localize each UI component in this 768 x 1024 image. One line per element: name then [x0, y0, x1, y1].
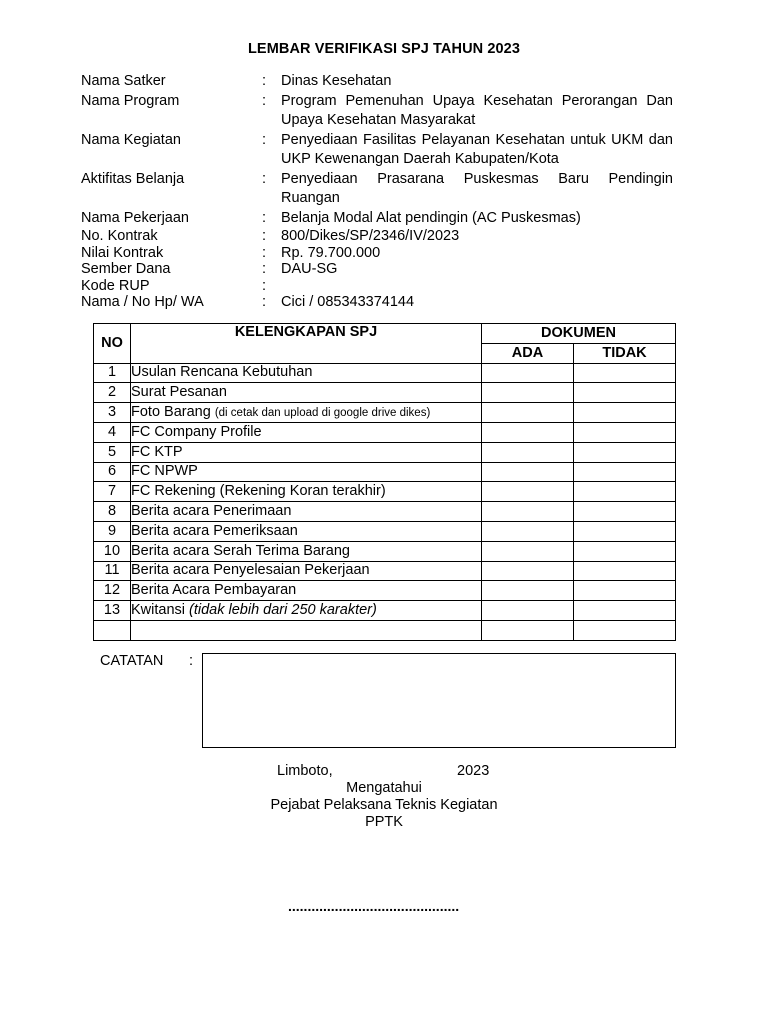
ada-cell[interactable]: [482, 521, 574, 541]
row-item: [131, 581, 482, 601]
info-row: [81, 209, 673, 229]
table-row: [94, 422, 676, 442]
signature-position: Pejabat Pelaksana Teknis Kegiatan: [270, 797, 498, 813]
ada-cell[interactable]: [482, 482, 574, 502]
tidak-cell[interactable]: [574, 363, 676, 383]
row-item: [131, 502, 482, 522]
row-item: [131, 561, 482, 581]
row-item: [131, 620, 482, 640]
document-title: LEMBAR VERIFIKASI SPJ TAHUN 2023: [247, 41, 521, 57]
header-ada: ADA: [482, 343, 574, 363]
ada-cell[interactable]: [482, 502, 574, 522]
tidak-cell[interactable]: [574, 601, 676, 621]
row-number: 6: [94, 462, 131, 482]
info-value: Rp. 79.700.000: [281, 244, 381, 261]
signature-acknowledge: Mengatahui: [346, 780, 422, 796]
row-item: [131, 541, 482, 561]
row-item-label: Foto Barang: [131, 403, 215, 420]
row-number: 5: [94, 442, 131, 462]
tidak-cell[interactable]: [574, 521, 676, 541]
header-tidak: TIDAK: [574, 343, 676, 363]
info-value: Dinas Kesehatan: [281, 73, 392, 89]
catatan-colon: :: [189, 653, 194, 669]
info-colon: :: [262, 277, 267, 294]
info-value: 800/Dikes/SP/2346/IV/2023: [281, 228, 460, 244]
row-item-label: Kwitansi: [131, 602, 190, 619]
tidak-cell[interactable]: [574, 541, 676, 561]
table-row: [94, 442, 676, 462]
row-item-label: FC KTP: [131, 443, 183, 460]
info-colon: :: [262, 131, 267, 148]
row-item-label: FC Rekening (Rekening Koran terakhir): [131, 483, 386, 500]
row-number: 9: [94, 521, 131, 541]
info-label: Nama Kegiatan: [81, 131, 181, 148]
info-label: Nama / No Hp/ WA: [81, 294, 204, 310]
info-label: Nama Pekerjaan: [81, 209, 189, 226]
signature-role: PPTK: [365, 814, 403, 830]
info-value: Penyediaan Prasarana Puskesmas Baru Pendingin Ruangan: [281, 170, 673, 206]
tidak-cell[interactable]: [574, 581, 676, 601]
row-item: [131, 521, 482, 541]
table-row: [94, 561, 676, 581]
table-row: [94, 620, 676, 640]
row-item-label: Usulan Rencana Kebutuhan: [131, 364, 313, 381]
row-number: 1: [94, 363, 131, 383]
info-colon: :: [262, 261, 267, 277]
tidak-cell[interactable]: [574, 462, 676, 482]
row-item-note: (di cetak dan upload di google drive dikes): [214, 406, 431, 419]
row-number: 3: [94, 403, 131, 423]
info-label: Nilai Kontrak: [81, 244, 164, 261]
row-number: 8: [94, 502, 131, 522]
catatan-box[interactable]: [202, 653, 676, 748]
ada-cell[interactable]: [482, 620, 574, 640]
row-item: [131, 442, 482, 462]
row-number: 4: [94, 422, 131, 442]
table-row: [94, 541, 676, 561]
ada-cell[interactable]: [482, 462, 574, 482]
signature-year: 2023: [457, 763, 490, 779]
signature-place: Limboto,: [277, 763, 333, 779]
ada-cell[interactable]: [482, 422, 574, 442]
info-label: No. Kontrak: [81, 228, 158, 244]
row-number: [94, 620, 131, 640]
table-row: [94, 403, 676, 423]
row-item-note: (tidak lebih dari 250 karakter): [189, 602, 377, 619]
row-number: 11: [94, 561, 131, 581]
info-value: [281, 278, 673, 295]
info-row: [81, 72, 673, 92]
row-item: [131, 482, 482, 502]
info-colon: :: [262, 92, 267, 109]
table-row: [94, 502, 676, 522]
header-no: NO: [94, 324, 131, 364]
row-item: [131, 403, 482, 423]
tidak-cell[interactable]: [574, 442, 676, 462]
ada-cell[interactable]: [482, 561, 574, 581]
table-row: [94, 363, 676, 383]
info-row: [81, 245, 673, 262]
row-item-label: Surat Pesanan: [131, 384, 227, 401]
info-colon: :: [262, 209, 267, 226]
info-row: [81, 294, 673, 311]
info-row: [81, 228, 673, 245]
table-row: [94, 462, 676, 482]
info-row: [81, 131, 673, 170]
info-value: DAU-SG: [281, 261, 338, 277]
ada-cell[interactable]: [482, 403, 574, 423]
tidak-cell[interactable]: [574, 620, 676, 640]
row-item-label: Berita Acara Pembayaran: [131, 582, 297, 599]
tidak-cell[interactable]: [574, 502, 676, 522]
info-label: Aktifitas Belanja: [81, 170, 185, 187]
table-row: [94, 601, 676, 621]
row-number: 2: [94, 383, 131, 403]
row-item: [131, 462, 482, 482]
ada-cell[interactable]: [482, 442, 574, 462]
ada-cell[interactable]: [482, 541, 574, 561]
tidak-cell[interactable]: [574, 482, 676, 502]
row-item-label: FC NPWP: [131, 463, 198, 480]
info-row: [81, 261, 673, 278]
info-section: [81, 72, 673, 311]
table-row: [94, 521, 676, 541]
ada-cell[interactable]: [482, 383, 574, 403]
info-value: Program Pemenuhan Upaya Kesehatan Perorangan Dan Upaya Kesehatan Masyarakat: [281, 92, 673, 128]
info-label: Nama Satker: [81, 73, 166, 89]
tidak-cell[interactable]: [574, 422, 676, 442]
info-label: Kode RUP: [81, 277, 150, 294]
info-label: Nama Program: [81, 92, 180, 109]
info-row: [81, 92, 673, 131]
tidak-cell[interactable]: [574, 403, 676, 423]
row-item-label: Berita acara Serah Terima Barang: [131, 542, 350, 559]
info-value: Belanja Modal Alat pendingin (AC Puskesmas): [281, 209, 581, 226]
row-item: [131, 601, 482, 621]
row-number: 10: [94, 541, 131, 561]
signature-line: ............................................: [288, 898, 460, 914]
table-row: [94, 482, 676, 502]
row-item-label: Berita acara Pemeriksaan: [131, 522, 298, 539]
tidak-cell[interactable]: [574, 383, 676, 403]
row-item: [131, 422, 482, 442]
info-colon: :: [262, 244, 267, 261]
row-item: [131, 383, 482, 403]
info-label: Sember Dana: [81, 261, 171, 277]
info-colon: :: [262, 170, 267, 187]
row-item-label: FC Company Profile: [131, 423, 262, 440]
table-row: [94, 581, 676, 601]
header-kelengkapan: KELENGKAPAN SPJ: [131, 324, 482, 364]
ada-cell[interactable]: [482, 601, 574, 621]
spj-checklist-table: [93, 323, 676, 641]
row-item: [131, 363, 482, 383]
info-value: Cici / 085343374144: [281, 294, 415, 310]
ada-cell[interactable]: [482, 581, 574, 601]
row-number: 12: [94, 581, 131, 601]
row-number: 7: [94, 482, 131, 502]
header-dokumen: DOKUMEN: [482, 324, 676, 344]
info-colon: :: [262, 228, 267, 244]
row-number: 13: [94, 601, 131, 621]
catatan-label: CATATAN: [100, 653, 164, 669]
tidak-cell[interactable]: [574, 561, 676, 581]
info-row: [81, 278, 673, 295]
info-row: [81, 170, 673, 209]
row-item-label: Berita acara Penyelesaian Pekerjaan: [131, 562, 370, 579]
info-colon: :: [262, 294, 267, 310]
info-colon: :: [262, 73, 267, 89]
info-value: Penyediaan Fasilitas Pelayanan Kesehatan untuk UKM dan UKP Kewenangan Daerah Kabupaten/Kota: [281, 131, 673, 167]
table-row: [94, 383, 676, 403]
row-item-label: Berita acara Penerimaan: [131, 503, 292, 520]
ada-cell[interactable]: [482, 363, 574, 383]
